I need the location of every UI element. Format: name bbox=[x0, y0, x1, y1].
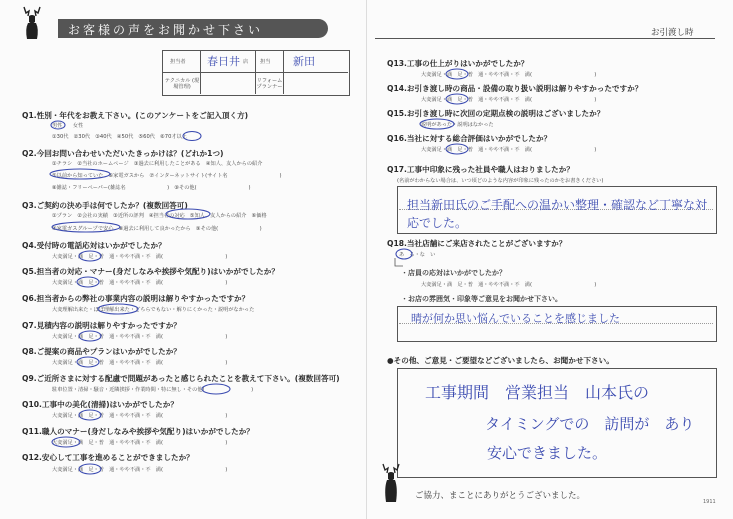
q8-scale[interactable]: 大変満足・満 足・普 通・やや不満・不 満( ) bbox=[52, 360, 228, 366]
q5-scale[interactable]: 大変満足・満 足・普 通・やや不満・不 満( ) bbox=[52, 280, 228, 286]
charge-label: 担当 bbox=[260, 59, 271, 65]
q10-scale[interactable]: 大変満足・満 足・普 通・やや不満・不 満( ) bbox=[52, 413, 228, 419]
form-code: 1911 bbox=[703, 499, 716, 505]
sales-label: 担当者 bbox=[170, 59, 186, 65]
q17-answer: 担当新田氏のご手配への温かい整理・確認など丁寧な対応でした。 bbox=[407, 198, 708, 230]
q15-scale[interactable]: 説明があった・説明はなかった bbox=[421, 122, 494, 128]
q3-title: Q3.ご契約の決め手は何でしたか？(複数回答可) bbox=[22, 201, 188, 210]
q7-scale[interactable]: 大変満足・満 足・普 通・やや不満・不 満( ) bbox=[52, 334, 228, 340]
q2-line2[interactable]: ⑤以前から知っていた ⑥家電ガスから ⑦インターネットサイト(サイト名 ) bbox=[52, 173, 282, 179]
store-value: 春日井 bbox=[207, 55, 240, 68]
q12-mark bbox=[0, 0, 366, 519]
other-answer-line1: 工事期間 営業担当 山本氏の bbox=[425, 383, 650, 402]
q12-scale[interactable]: 大変満足・満 足・普 通・やや不満・不 満( ) bbox=[52, 467, 228, 473]
q2-line1[interactable]: ①チラシ ②当社のホームページ ③過去に利用したことがある ④知人、友人からの紹介 bbox=[52, 161, 263, 167]
q1-gender[interactable]: 男性 女性 bbox=[52, 123, 84, 129]
q6-title: Q6.担当者からの弊社の事業内容の説明は解りやすかったですか？ bbox=[22, 294, 250, 303]
q8-title: Q8.ご提案の商品やプランはいかがでしたか？ bbox=[22, 347, 181, 356]
q13-title: Q13.工事の仕上がりはいかがでしたか？ bbox=[387, 59, 529, 68]
q17-title: Q17.工事中印象に残った社員や職人はおりましたか？ bbox=[387, 165, 574, 174]
q18-scale[interactable]: あ る・な い bbox=[399, 252, 436, 258]
store-label: 店 bbox=[243, 59, 249, 65]
q16-title: Q16.当社に対する総合評価はいかがでしたか？ bbox=[387, 134, 552, 143]
other-title: ●その他、ご意見・ご要望などございましたら、お聞かせ下さい。 bbox=[387, 356, 614, 365]
q9-title: Q9.ご近所さまに対する配慮で問題があったと感じられたことを教えて下さい。(複数回答可) bbox=[22, 374, 340, 383]
q3-line1[interactable]: ①プラン ②会社の実績 ③近所の評判 ④担当者の対応 ⑤知人、友人からの紹介 ⑥価格 bbox=[52, 213, 267, 219]
q4-title: Q4.受付時の電話応対はいかがでしたか？ bbox=[22, 241, 166, 250]
q18-title: Q18.当社店舗にご来店されたことがございますか？ bbox=[387, 239, 567, 248]
q17-note: (名前がわからない場合は、いつ頃どのような内容が印象に残ったのかをお書きください) bbox=[397, 178, 604, 184]
deer-footer-logo bbox=[377, 462, 407, 504]
q3-line2[interactable]: ⑦家電ガスグループで安心 ⑧過去に利用して良かったから ⑨その他( ) bbox=[52, 226, 262, 232]
q2-line3[interactable]: ⑧雑誌・フリーペーパー(雑誌名 ) ⑨その他( ) bbox=[52, 185, 251, 191]
q6-scale[interactable]: 大変理解出来た・ほぼ理解出来た・どちらでもない・解りにくかった・説明がなかった bbox=[52, 307, 255, 313]
q9-scale[interactable]: 駐車位置・清掃・騒音・近隣挨拶・作業時間・特に無し・その他( ) bbox=[52, 387, 254, 393]
left-page bbox=[0, 0, 366, 519]
q11-scale[interactable]: 大変満足・満 足・普 通・やや不満・不 満( ) bbox=[52, 440, 228, 446]
q11-title: Q11.職人のマナー(身だしなみや挨拶や気配り)はいかがでしたか？ bbox=[22, 427, 254, 436]
q2-title: Q2.今回お問い合わせいただいたきっかけは？(どれか1つ) bbox=[22, 149, 224, 158]
other-answer-line2: タイミングでの 訪問が あり bbox=[485, 415, 695, 433]
q18-answer: 晴が何か思い悩んでいることを感じました bbox=[411, 312, 620, 325]
right-page bbox=[367, 0, 733, 519]
q13-scale[interactable]: 大変満足・満 足・普 通・やや不満・不 満( ) bbox=[421, 72, 597, 78]
q5-title: Q5.担当者の対応・マナー(身だしなみや挨拶や気配り)はいかがでしたか？ bbox=[22, 267, 279, 276]
q16-scale[interactable]: 大変満足・満 足・普 通・やや不満・不 満( ) bbox=[421, 147, 597, 153]
tech-label: テクニカル (現場管理) bbox=[164, 78, 200, 90]
other-answer-line3: 安心できました。 bbox=[487, 444, 608, 462]
q1-title: Q1.性別・年代をお教え下さい。(このアンケートをご記入頂く方) bbox=[22, 111, 249, 120]
q4-scale[interactable]: 大変満足・満 足・普 通・やや不満・不 満( ) bbox=[52, 254, 228, 260]
q15-title: Q15.お引き渡し時に次回の定期点検の説明はございましたか？ bbox=[387, 109, 605, 118]
thanks-text: ご協力、まことにありがとうございました。 bbox=[415, 491, 586, 501]
q18-sub1-scale[interactable]: 大変満足・満 足・普 通・やや不満・不 満( ) bbox=[421, 282, 597, 288]
charge-value: 新田 bbox=[293, 55, 315, 68]
header-right-label: お引渡し時 bbox=[651, 28, 694, 38]
q14-scale[interactable]: 大変満足・満 足・普 通・やや不満・不 満( ) bbox=[421, 97, 597, 103]
q7-title: Q7.見積内容の説明は解りやすかったですか？ bbox=[22, 321, 181, 330]
q10-title: Q10.工事中の美化(清掃)はいかがでしたか？ bbox=[22, 400, 178, 409]
q18-sub1: ・店員の応対はいかがでしたか？ bbox=[401, 269, 506, 277]
page-title: お客様の声をお聞かせ下さい bbox=[68, 23, 264, 37]
q18-sub2: ・お店の雰囲気・印象等ご意見をお聞かせ下さい。 bbox=[401, 295, 562, 303]
reform-label: リフォーム プランナー bbox=[256, 78, 283, 90]
q12-title: Q12.安心して工事を進めることができましたか？ bbox=[22, 453, 194, 462]
q14-title: Q14.お引き渡し時の商品・設備の取り扱い説明は解りやすかったですか？ bbox=[387, 84, 643, 93]
q1-ages[interactable]: ①30代 ②30代 ③40代 ④50代 ⑤60代 ⑥70才以上 bbox=[52, 134, 187, 140]
